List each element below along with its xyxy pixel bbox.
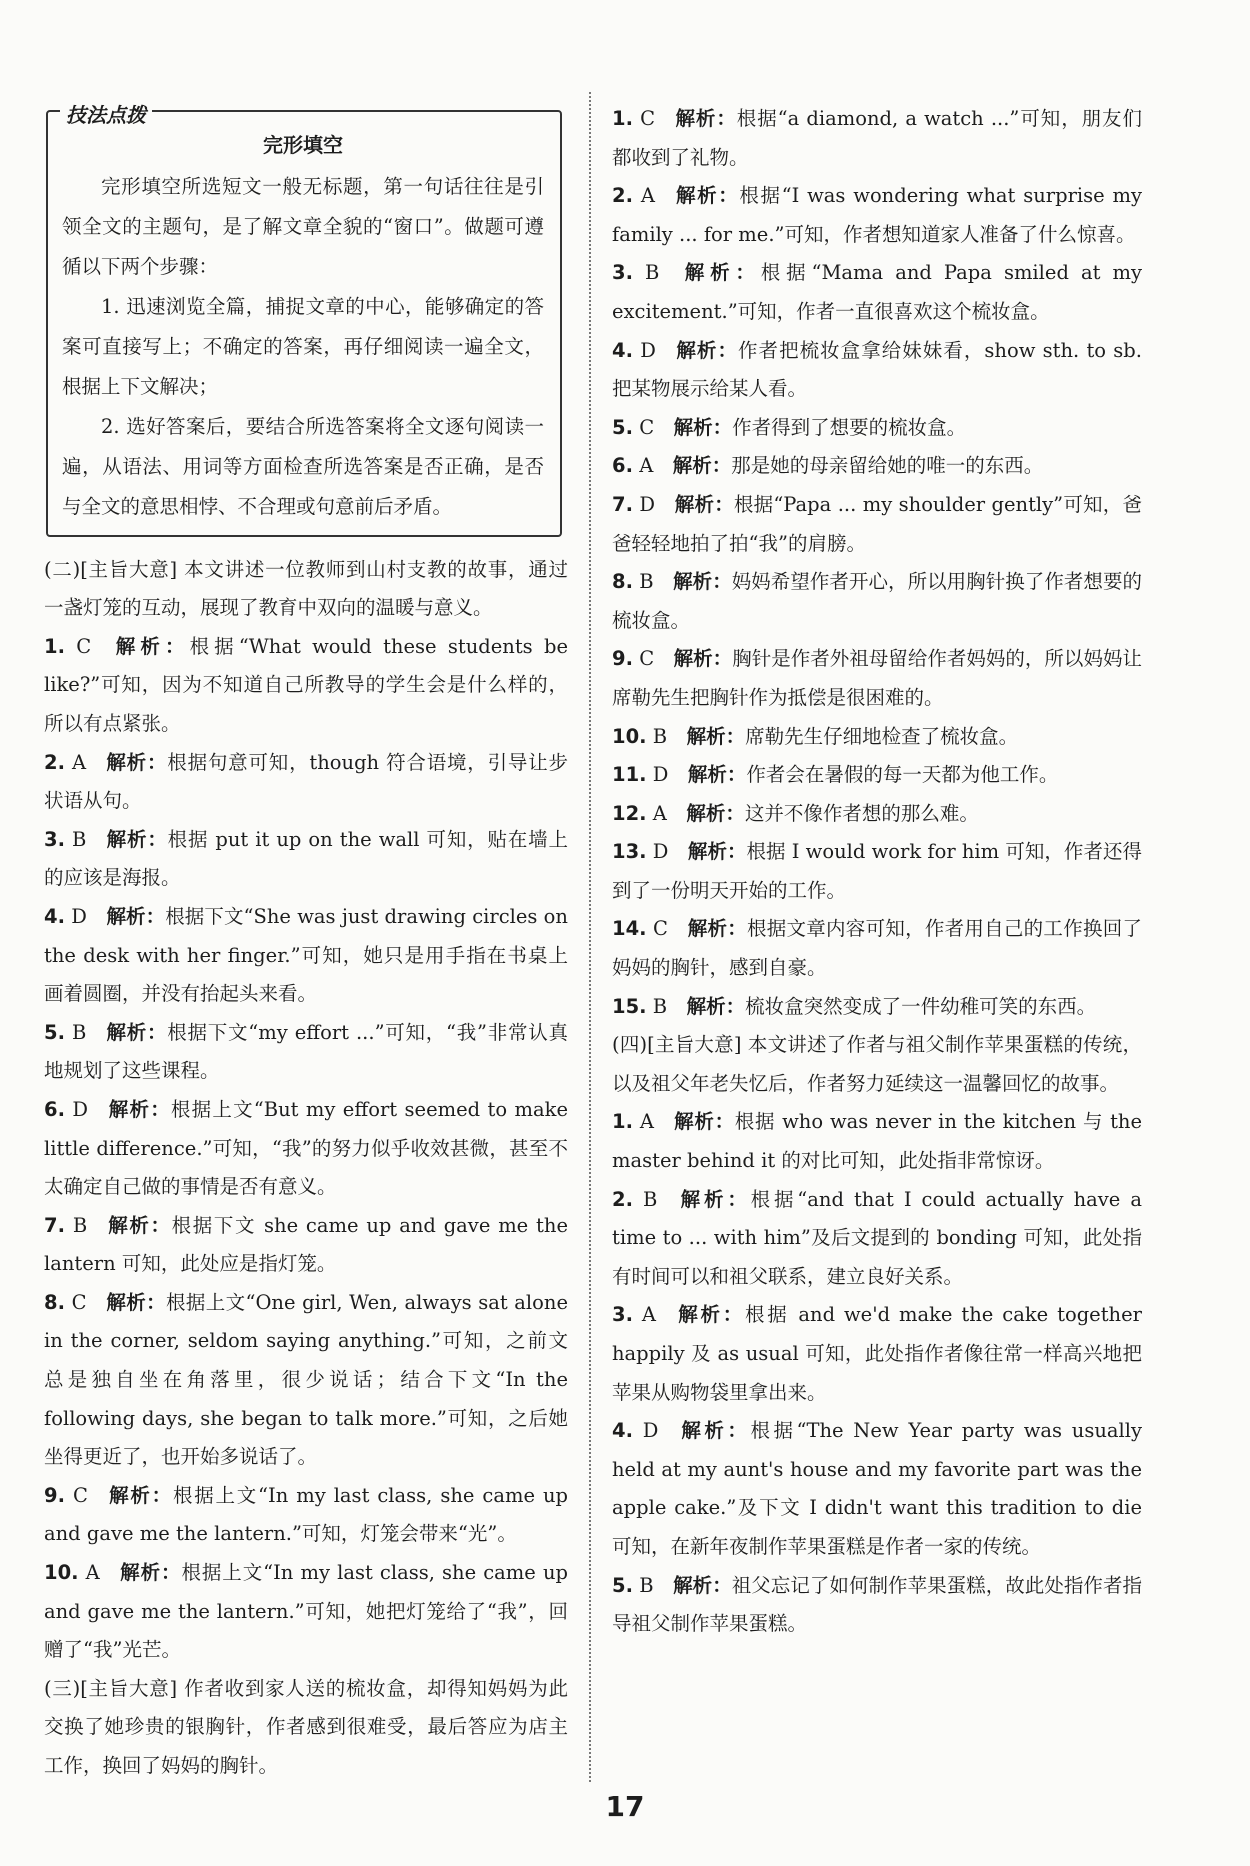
question-number: 4. [44, 904, 65, 928]
answer-item [612, 640, 1142, 717]
answer-item [44, 1477, 568, 1554]
question-number: 5. [44, 1020, 65, 1044]
answer-item [612, 988, 1142, 1027]
analysis-text: 根据下文 she came up and gave me the lantern 可知，此处应是指灯笼。 [44, 1213, 568, 1276]
answer-letter: A [639, 1110, 654, 1134]
question-number: 1. [44, 634, 65, 658]
analysis-text: 根据“The New Year party was usually held at my aunt's house and my favorite part was the apple cake.”及下文 I didn't want this tradition to die 可知，在新年夜制作苹果蛋糕是作者一家的传统。 [612, 1419, 1143, 1558]
answer-letter: B [72, 827, 87, 851]
tip-box [46, 103, 562, 537]
analysis-label: 解析： [673, 1573, 732, 1597]
question-number: 7. [44, 1213, 65, 1237]
question-number: 13. [612, 840, 647, 864]
analysis-text: 根据“a diamond, a watch ...”可知，朋友们都收到了礼物。 [612, 107, 1142, 169]
question-number: 10. [44, 1561, 79, 1585]
question-number: 12. [612, 801, 647, 825]
analysis-text: 根据“Papa ... my shoulder gently”可知，爸爸轻轻地拍了拍“我”的肩膀。 [612, 492, 1142, 555]
answer-letter: C [640, 107, 656, 130]
answer-letter: C [76, 634, 92, 658]
section-summary: (三)[主旨大意] 作者收到家人送的梳妆盒，却得知妈妈为此交换了她珍贵的银胸针，作者感到很难受，最后答应为店主工作，换回了妈妈的胸针。 [44, 1676, 568, 1777]
answer-item [44, 1091, 568, 1207]
answer-letter: A [641, 1303, 657, 1327]
analysis-label: 解析： [687, 917, 747, 941]
answer-letter: C [639, 415, 655, 439]
analysis-text: 作者得到了想要的梳妆盒。 [732, 415, 967, 439]
analysis-text: 作者把梳妆盒拿给妹妹看，show sth. to sb. 把某物展示给某人看。 [612, 338, 1142, 401]
question-number: 7. [612, 492, 633, 516]
analysis-label: 解析： [105, 1290, 166, 1314]
analysis-label: 解析： [119, 1561, 182, 1585]
analysis-label: 解析： [110, 634, 190, 658]
analysis-text: 席勒先生仔细地检查了梳妆盒。 [745, 724, 1019, 748]
answer-letter: B [71, 1020, 87, 1044]
question-number: 6. [44, 1097, 65, 1121]
analysis-label: 解析： [673, 415, 733, 439]
question-number: 11. [612, 763, 647, 787]
answer-item [612, 910, 1142, 987]
analysis-label: 解析： [674, 107, 737, 130]
answer-letter: A [652, 801, 667, 825]
analysis-text: 根据上文“One girl, Wen, always sat alone in the corner, seldom saying anything.”可知，之前文总是独自坐在角落里，很少说话；结合下文“In the following days, she began to talk more.”可知，之后她坐得更近了，也开始多说话了。 [44, 1290, 568, 1469]
answer-item [612, 100, 1142, 177]
question-number: 1. [612, 107, 633, 130]
question-number: 3. [612, 261, 633, 285]
question-number: 5. [612, 1573, 633, 1597]
analysis-text: 根据下文“She was just drawing circles on the desk with her finger.”可知，她只是用手指在书桌上画着圆圈，并没有抬起头来看。 [44, 904, 568, 1006]
answer-letter: C [653, 917, 668, 941]
analysis-text: 这并不像作者想的那么难。 [744, 801, 979, 825]
answer-letter: A [639, 454, 654, 478]
analysis-label: 解析： [678, 261, 761, 285]
answer-letter: D [652, 763, 669, 787]
answer-letter: D [642, 1419, 659, 1443]
analysis-text: 根据“Mama and Papa smiled at my excitement.”可知，作者一直很喜欢这个梳妆盒。 [612, 261, 1142, 323]
analysis-label: 解析： [106, 1213, 172, 1237]
question-number: 10. [612, 724, 647, 748]
analysis-text: 根据文章内容可知，作者用自己的工作换回了妈妈的胸针，感到自豪。 [612, 917, 1142, 980]
answer-letter: D [640, 338, 656, 362]
answer-letter: C [639, 647, 655, 671]
analysis-text: 作者会在暑假的每一天都为他工作。 [746, 763, 1059, 787]
answer-item [44, 628, 568, 744]
answer-letter: A [640, 184, 655, 208]
question-number: 14. [612, 917, 647, 941]
question-number: 2. [612, 1187, 633, 1211]
analysis-label: 解析： [105, 1020, 168, 1044]
answer-letter: C [72, 1483, 88, 1507]
answer-item [612, 1103, 1142, 1180]
column-divider [589, 92, 591, 1782]
question-number: 4. [612, 338, 633, 362]
answer-item [612, 1412, 1142, 1566]
answer-letter: D [639, 492, 656, 516]
answer-letter: A [71, 750, 87, 774]
answer-item [44, 1207, 568, 1284]
answer-letter: A [85, 1561, 100, 1585]
analysis-label: 解析： [675, 338, 738, 362]
answer-item [612, 1181, 1142, 1297]
analysis-label: 解析： [675, 1303, 745, 1327]
answer-item [612, 718, 1142, 757]
answer-item [612, 1296, 1142, 1412]
question-number: 8. [44, 1290, 65, 1314]
tip-paragraph: 完形填空所选短文一般无标题，第一句话往往是引领全文的主题句，是了解文章全貌的“窗口”。做题可遵循以下两个步骤： [62, 174, 544, 278]
question-number: 15. [612, 994, 647, 1018]
analysis-label: 解析： [673, 570, 732, 594]
question-number: 2. [612, 184, 633, 208]
analysis-label: 解析： [674, 492, 734, 516]
question-number: 5. [612, 415, 633, 439]
question-number: 3. [612, 1303, 633, 1327]
analysis-label: 解析： [677, 1419, 751, 1443]
analysis-label: 解析： [686, 724, 746, 748]
analysis-label: 解析： [687, 840, 747, 864]
analysis-text: 根据“and that I could actually have a time to ... with him”及后文提到的 bonding 可知，此处指有时间可以和祖父联系，建立良好关系。 [612, 1187, 1142, 1288]
analysis-label: 解析： [105, 750, 168, 774]
analysis-label: 解析： [105, 827, 168, 851]
tip-paragraph: 2. 选好答案后，要结合所选答案将全文逐句阅读一遍，从语法、用词等方面检查所选答案是否正确，是否与全文的意思相悖、不合理或句意前后矛盾。 [62, 414, 544, 518]
tip-paragraph: 1. 迅速浏览全篇，捕捉文章的中心，能够确定的答案可直接写上；不确定的答案，再仔细阅读一遍全文，根据上下文解决； [62, 294, 544, 398]
analysis-label: 解析： [672, 454, 732, 478]
question-number: 1. [612, 1110, 633, 1134]
answer-item [612, 447, 1142, 486]
analysis-text: 根据 who was never in the kitchen 与 the master behind it 的对比可知，此处指非常惊讶。 [612, 1110, 1143, 1173]
analysis-text: 根据上文“In my last class, she came up and gave me the lantern.”可知，灯笼会带来“光”。 [44, 1483, 568, 1546]
analysis-label: 解析： [687, 763, 747, 787]
answer-letter: B [652, 994, 668, 1018]
question-number: 9. [44, 1483, 65, 1507]
analysis-text: 根据“I was wondering what surprise my family ... for me.”可知，作者想知道家人准备了什么惊喜。 [612, 184, 1143, 246]
analysis-label: 解析： [673, 1110, 735, 1134]
answer-item [44, 1284, 568, 1477]
answer-item [44, 1014, 568, 1091]
analysis-label: 解析： [673, 647, 733, 671]
answer-item [612, 1567, 1142, 1644]
analysis-text: 祖父忘记了如何制作苹果蛋糕，故此处指作者指导祖父制作苹果蛋糕。 [612, 1573, 1142, 1636]
answer-item [612, 756, 1142, 795]
analysis-text: 那是她的母亲留给她的唯一的东西。 [731, 454, 1044, 478]
analysis-label: 解析： [686, 801, 745, 825]
analysis-text: 根据下文“my effort ...”可知，“我”非常认真地规划了这些课程。 [44, 1020, 568, 1083]
analysis-text: 根据句意可知，though 符合语境，引导让步状语从句。 [44, 750, 568, 813]
answer-item [612, 563, 1142, 640]
analysis-text: 根据 put it up on the wall 可知，贴在墙上的应该是海报。 [44, 827, 568, 890]
answer-item [612, 332, 1142, 409]
answer-letter: D [71, 904, 87, 928]
answer-letter: D [72, 1097, 89, 1121]
analysis-text: 根据上文“But my effort seemed to make little difference.”可知，“我”的努力似乎收效甚微，甚至不太确定自己做的事情是否有意义。 [44, 1097, 568, 1199]
question-number: 4. [612, 1419, 633, 1443]
answer-letter: B [639, 570, 654, 594]
section-summary: (二)[主旨大意] 本文讲述一位教师到山村支教的故事，通过一盏灯笼的互动，展现了教育中双向的温暖与意义。 [44, 557, 568, 620]
page-number: 17 [605, 1790, 645, 1823]
analysis-text: 妈妈希望作者开心，所以用胸针换了作者想要的梳妆盒。 [612, 570, 1142, 632]
question-number: 2. [44, 750, 65, 774]
analysis-label: 解析： [106, 904, 166, 928]
section-summary: (四)[主旨大意] 本文讲述了作者与祖父制作苹果蛋糕的传统，以及祖父年老失忆后，作者努力延续这一温馨回忆的故事。 [612, 1033, 1142, 1095]
answer-item [44, 744, 568, 821]
analysis-label: 解析： [676, 1187, 751, 1211]
analysis-label: 解析： [107, 1483, 173, 1507]
answer-letter: D [652, 840, 669, 864]
answer-item [612, 177, 1142, 254]
answer-letter: B [72, 1213, 88, 1237]
answer-letter: C [71, 1290, 87, 1314]
answer-letter: B [652, 724, 668, 748]
left-column [44, 100, 568, 1786]
answer-item [612, 409, 1142, 448]
left-answer-list [44, 551, 568, 1786]
answer-letter: B [645, 261, 660, 285]
answer-item [612, 795, 1142, 834]
analysis-label: 解析： [107, 1097, 171, 1121]
answer-letter: B [643, 1187, 658, 1211]
answer-item [612, 254, 1142, 331]
right-answer-list [612, 100, 1142, 1644]
right-column [612, 100, 1142, 1644]
analysis-label: 解析： [674, 184, 740, 208]
analysis-label: 解析： [686, 994, 746, 1018]
analysis-text: 根据“What would these students be like?”可知，因为不知道自己所教导的学生会是什么样的，所以有点紧张。 [44, 634, 568, 735]
question-number: 9. [612, 647, 633, 671]
answer-item [44, 898, 568, 1014]
answer-item [44, 1554, 568, 1670]
analysis-text: 梳妆盒突然变成了一件幼稚可笑的东西。 [745, 994, 1097, 1018]
answer-item [612, 486, 1142, 563]
tip-box-title: 完形填空 [263, 133, 343, 157]
analysis-text: 根据 I would work for him 可知，作者还得到了一份明天开始的工作。 [612, 840, 1142, 902]
question-number: 8. [612, 570, 633, 594]
analysis-text: 根据上文“In my last class, she came up and gave me the lantern.”可知，她把灯笼给了“我”，回赠了“我”光芒。 [44, 1561, 568, 1662]
answer-item [44, 821, 568, 898]
analysis-text: 根据 and we'd make the cake together happily 及 as usual 可知，此处指作者像往常一样高兴地把苹果从购物袋里拿出来。 [612, 1303, 1142, 1404]
question-number: 3. [44, 827, 65, 851]
analysis-text: 胸针是作者外祖母留给作者妈妈的，所以妈妈让席勒先生把胸针作为抵偿是很困难的。 [612, 647, 1142, 709]
answer-letter: B [639, 1573, 654, 1597]
answer-item [612, 833, 1142, 910]
question-number: 6. [612, 454, 633, 478]
tip-box-tag: 技法点拨 [60, 96, 152, 135]
